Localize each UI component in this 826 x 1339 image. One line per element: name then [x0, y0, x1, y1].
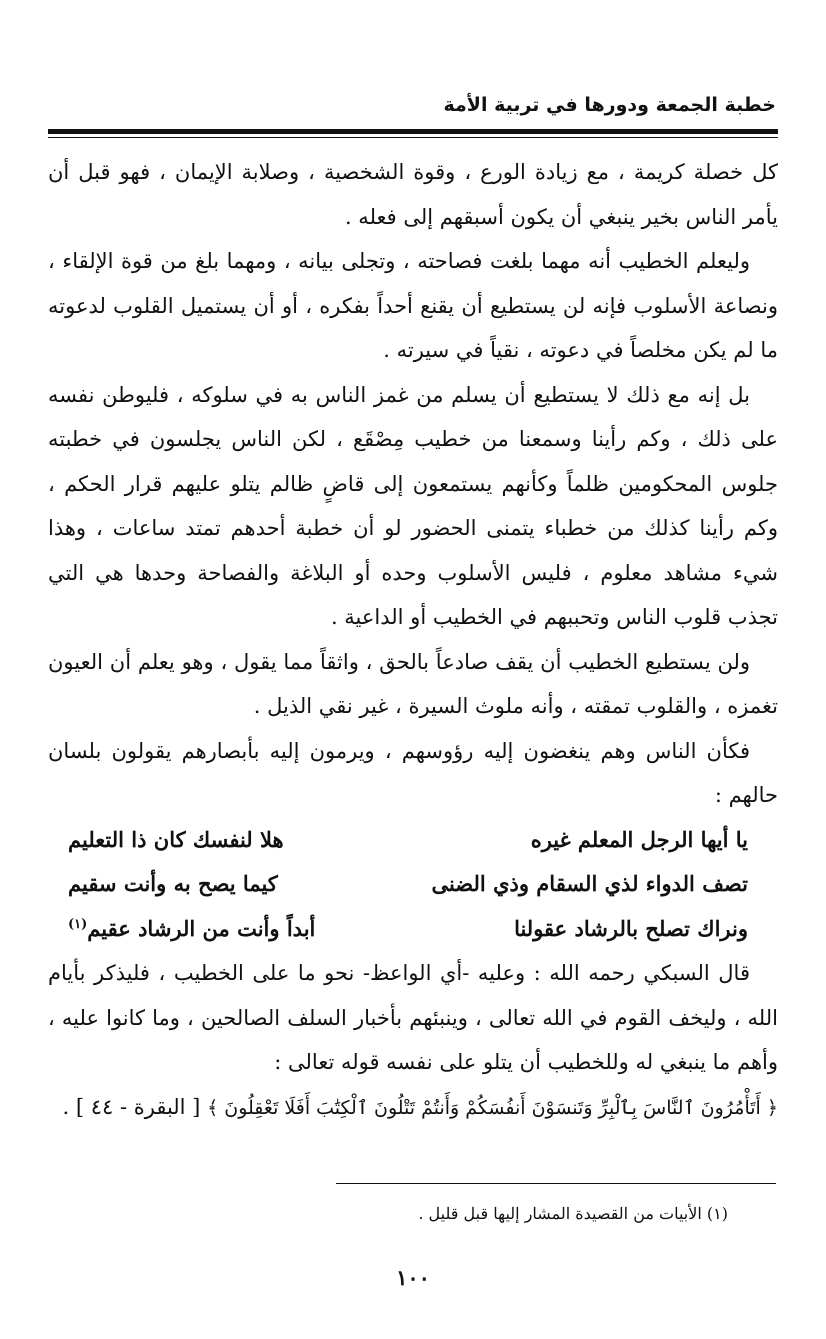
- footnote-rule: [336, 1183, 776, 1184]
- running-title: خطبة الجمعة ودورها في تربية الأمة: [443, 94, 776, 116]
- paragraph-5: فكأن الناس وهم ينغضون إليه رؤوسهم ، ويرمون إليه بأبصارهم يقولون بلسان حالهم :: [48, 738, 778, 807]
- page-number: ١٠٠: [396, 1265, 430, 1290]
- verse-second-hemistich: أبداً وأنت من الرشاد عقيم$^{(١)}$: [68, 915, 316, 941]
- header-rule-thin: [48, 137, 778, 138]
- paragraph-6: قال السبكي رحمه الله : وعليه -أي الواعظ- نحو ما على الخطيب ، فليذكر بأيام الله ، وليخف القوم في الله تعالى ، وينبئهم بأخبار السلف الصالحين ، وما كانوا عليه ، وأهم ما ينبغي له وللخطيب أن يتلو على نفسه قوله تعالى :: [48, 961, 778, 1074]
- verse-line: [68, 907, 748, 952]
- quran-verse: ﴿ أَتَأْمُرُونَ ٱلنَّاسَ بِٱلْبِرِّ وَتَنسَوْنَ أَنفُسَكُمْ وَأَنتُمْ تَتْلُونَ ٱلْكِتَٰبَ أَفَلَا تَعْقِلُونَ ﴾: [207, 1096, 778, 1119]
- header-rule-thick: [48, 129, 778, 134]
- main-text: [48, 150, 778, 1130]
- verse-first-hemistich: ونراك تصلح بالرشاد عقولنا: [514, 915, 748, 941]
- verse-second-hemistich: هلا لنفسك كان ذا التعليم: [68, 826, 284, 852]
- paragraph-3: بل إنه مع ذلك لا يستطيع أن يسلم من غمز الناس به في سلوكه ، فليوطن نفسه على ذلك ، وكم رأينا وسمعنا من خطيب مِصْقَع ، لكن الناس يجلسون في خطبته جلوس المحكومين ظلماً وكأنهم يستمعون إلى قاضٍ ظالم يتلو عليهم قرار الحكم ، وكم رأينا كذلك من خطباء يتمنى الحضور لو أن خطبة أحدهم تمتد ساعات ، وهذا شيء مشاهد معلوم ، فليس الأسلوب وحده أو البلاغة والفصاحة وحدها هي التي تجذب قلوب الناس وتحببهم في الخطيب أو الداعية .: [48, 382, 778, 629]
- verse-line: [68, 862, 748, 907]
- paragraph-2: وليعلم الخطيب أنه مهما بلغت فصاحته ، وتجلى بيانه ، ومهما بلغ من قوة الإلقاء ، ونصاعة الأسلوب فإنه لن يستطيع أن يقنع أحداً بفكره ، أو أن يستميل القلوب لدعوته ما لم يكن مخلصاً في دعوته ، نقياً في سيرته .: [48, 249, 778, 362]
- paragraph-1: كل خصلة كريمة ، مع زيادة الورع ، وقوة الشخصية ، وصلابة الإيمان ، فهو قبل أن يأمر الناس بخير ينبغي أن يكون أسبقهم إلى فعله .: [48, 160, 778, 229]
- verse-first-hemistich: يا أيها الرجل المعلم غيره: [530, 826, 748, 852]
- verse-line: [68, 818, 748, 863]
- footnote-marker: (١): [68, 916, 88, 932]
- paragraph-4: ولن يستطيع الخطيب أن يقف صادعاً بالحق ، واثقاً مما يقول ، وهو يعلم أن العيون تغمزه ، والقلوب تمقته ، وأنه ملوث السيرة ، غير نقي الذيل .: [48, 649, 778, 718]
- poem-verses: [48, 818, 778, 952]
- verse-second-hemistich: كيما يصح به وأنت سقيم: [68, 871, 278, 896]
- footnote: (١) الأبيات من القصيدة المشار إليها قبل قليل .: [418, 1204, 728, 1223]
- verse-first-hemistich: تصف الدواء لذي السقام وذي الضنى: [431, 871, 748, 896]
- quran-reference: [ البقرة - ٤٤ ] .: [62, 1094, 201, 1119]
- quran-line: [48, 1085, 778, 1131]
